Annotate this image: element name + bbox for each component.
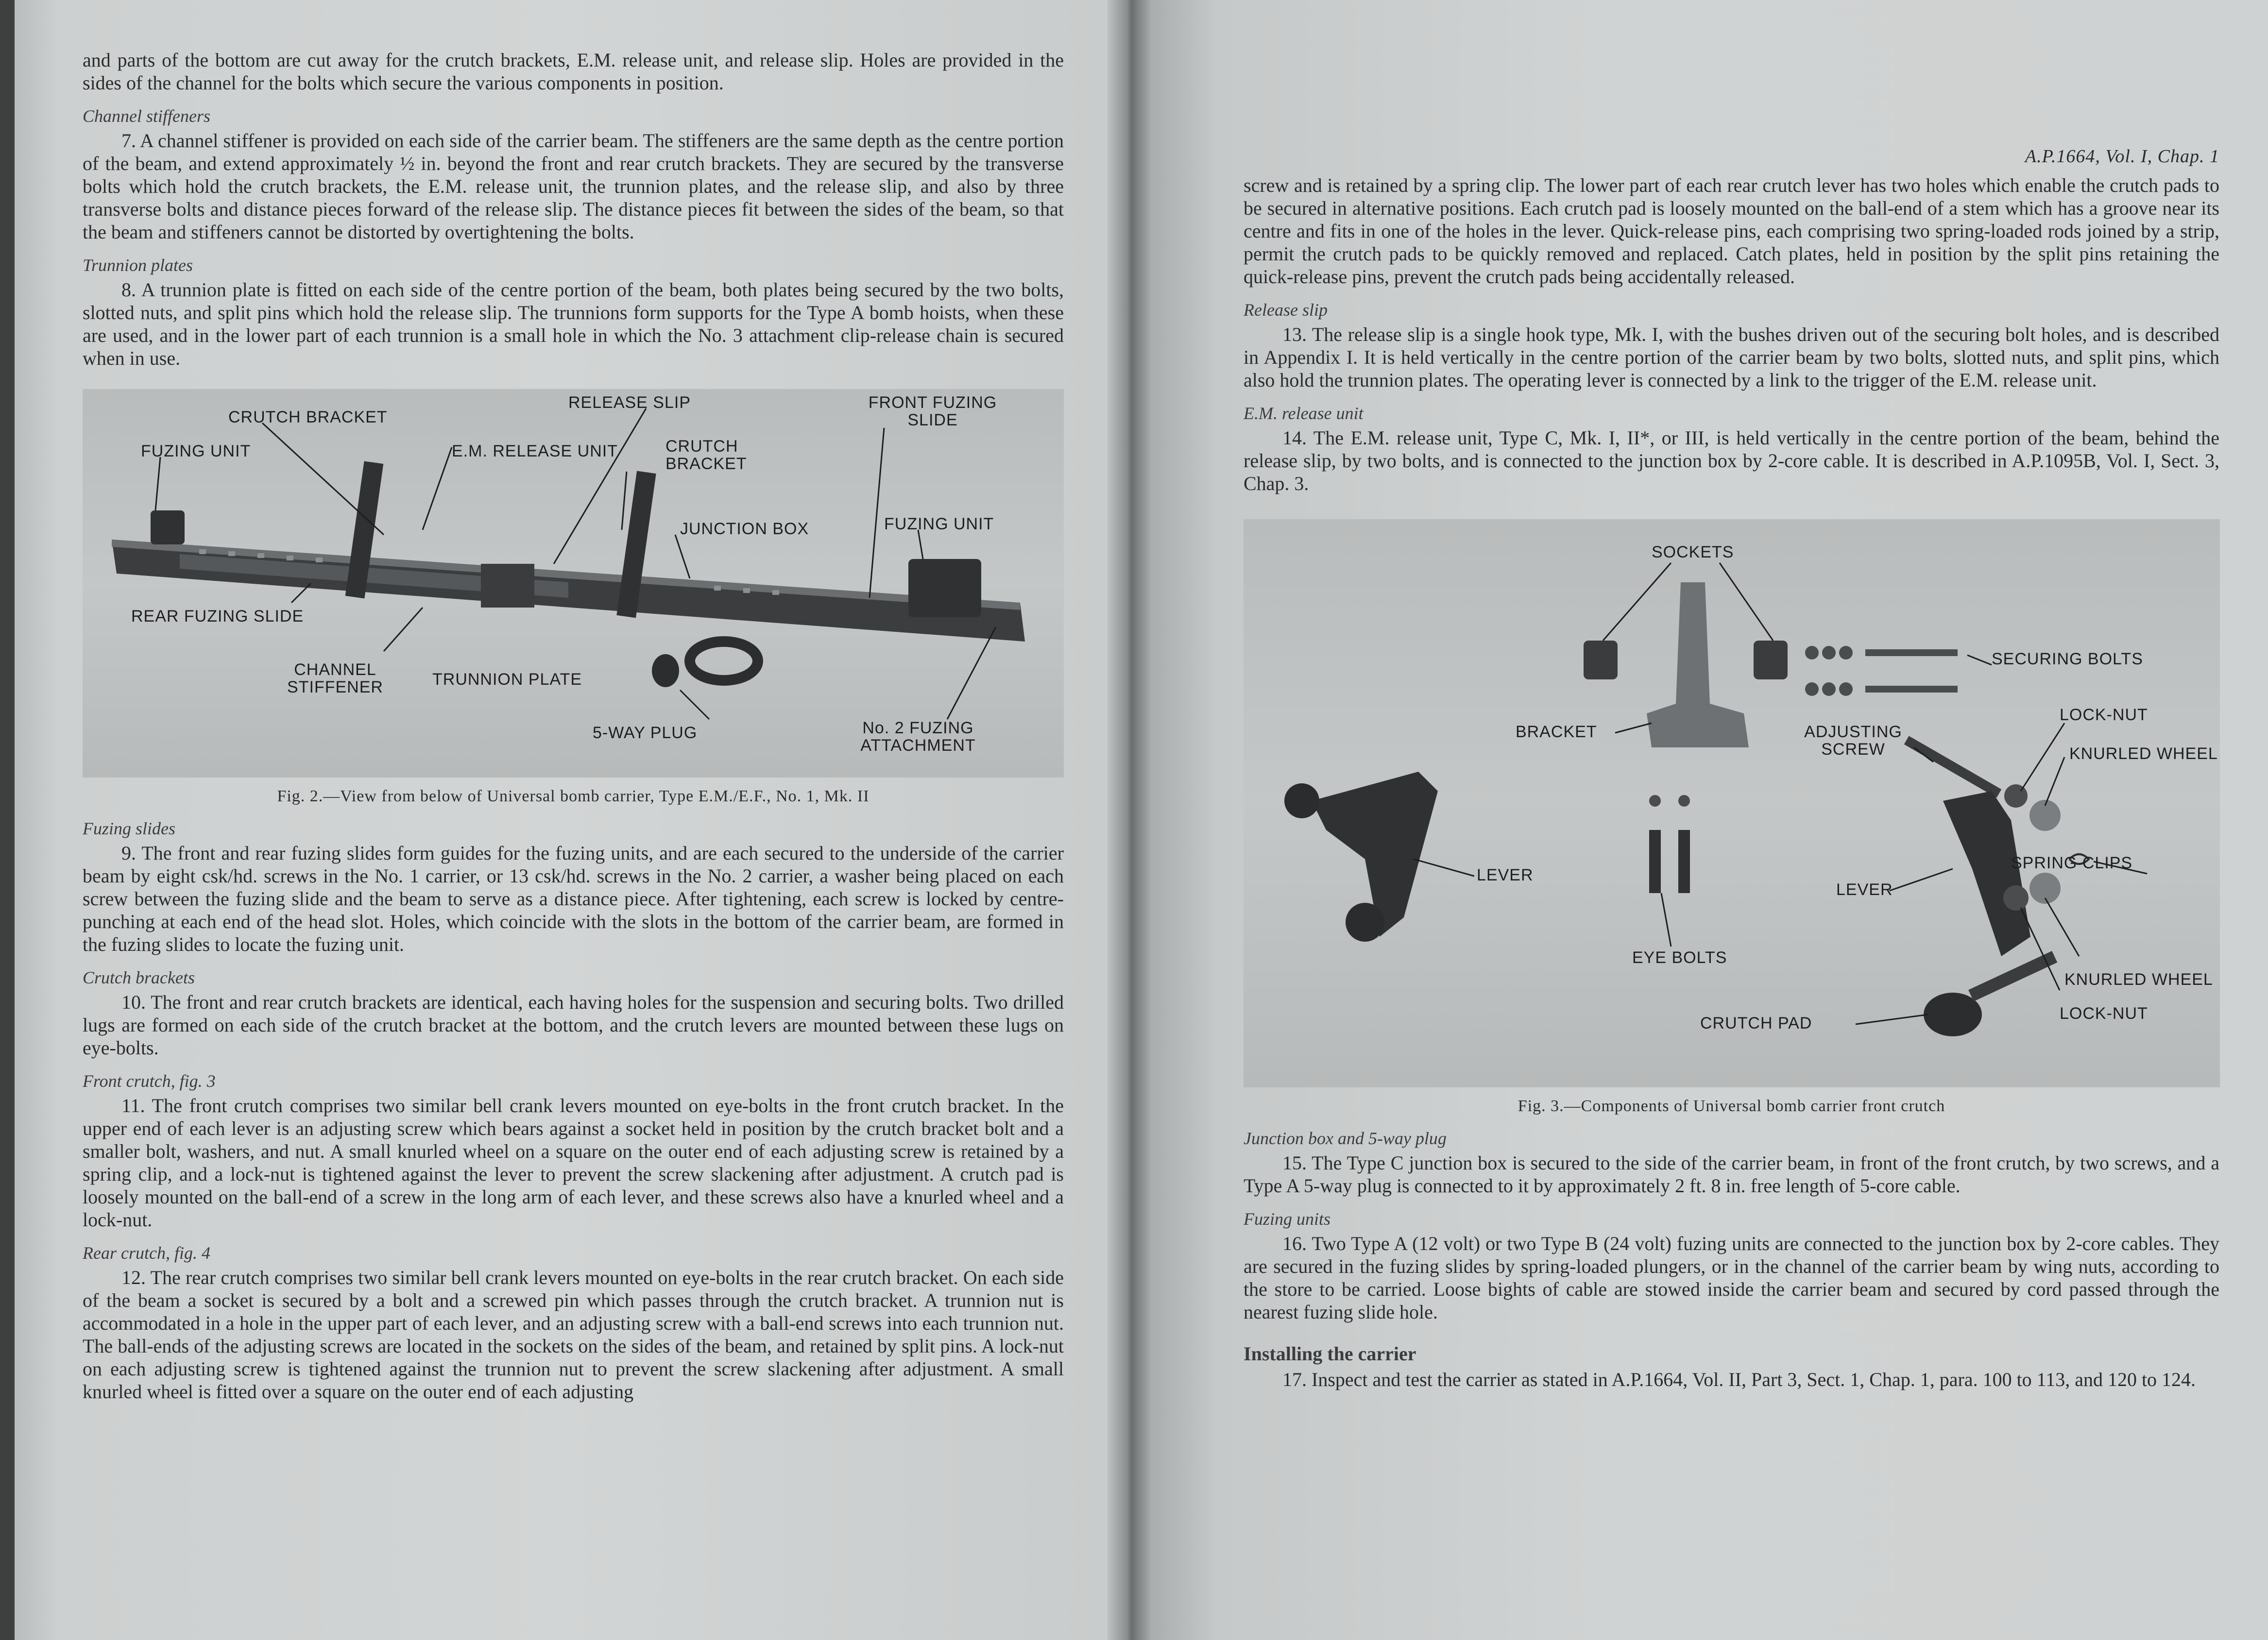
figure-3-caption: Fig. 3.—Components of Universal bomb carrier front crutch — [1518, 1097, 1945, 1115]
figure-2-bomb-carrier — [83, 389, 1064, 778]
section-paragraph: 12. The rear crutch comprises two similar bell crank levers mounted on eye-bolts in the rear crutch bracket. On each side of the beam a socket is secured by a bolt and a screwed pin which passes through the crutch bracket. A trunnion nut is accommodated in a hole in the upper part of each lever, and an adjusting screw with a ball-end screws into each trunnion nut. The ball-ends of the adjusting screws are located in the sockets on the sides of the beam, and retained by split pins. A lock-nut on each adjusting screw is tightened against the trunnion nut to prevent the screw slackening after adjustment. A small knurled wheel is fitted over a square on the outer end of each adjusting — [83, 1267, 1064, 1403]
background-edge — [0, 0, 15, 1640]
label-fuzing-unit-front: FUZING UNIT — [884, 515, 994, 533]
label-lock-nut-bottom: LOCK-NUT — [2060, 1004, 2148, 1023]
label-fuzing-unit-rear: FUZING UNIT — [141, 442, 251, 460]
label-bracket: BRACKET — [1516, 723, 1597, 741]
section-paragraph: 9. The front and rear fuzing slides form guides for the fuzing units, and are each secured to the underside of the carrier beam by eight csk/hd. screws in the No. 1 carrier, or 13 csk/hd. screws in the No. 2 carrier, a washer being placed on each screw between the fuzing slide and the beam to serve as a distance piece. After tightening, each screw is locked by centre-punching at each end of the head slot. Holes, which coincide with the slots in the bottom of the carrier beam, are formed in the fuzing slides to locate the fuzing unit. — [83, 842, 1064, 955]
label-crutch-bracket: CRUTCH BRACKET — [228, 408, 388, 426]
installing-paragraph: 17. Inspect and test the carrier as stated in A.P.1664, Vol. II, Part 3, Sect. 1, Chap. 1, para. 100 to 113, and 120 to 124. — [1282, 1369, 2196, 1390]
installing-heading: Installing the carrier — [1244, 1343, 1416, 1365]
section-paragraph: 10. The front and rear crutch brackets are identical, each having holes for the suspension and securing bolts. Two drilled lugs are formed on each side of the crutch bracket at the bottom, and the crutch levers are mounted between these lugs on eye-bolts. — [83, 991, 1064, 1059]
figure-3-front-crutch-components — [1244, 519, 2220, 1087]
section-heading: Crutch brackets — [83, 968, 195, 987]
label-front-fuzing-slide: FRONT FUZING SLIDE — [868, 393, 997, 429]
crutch-components-illustration — [1244, 519, 2220, 1087]
label-crutch-pad: CRUTCH PAD — [1700, 1014, 1812, 1032]
left-intro-text: and parts of the bottom are cut away for the crutch brackets, E.M. release unit, and release slip. Holes are provided in the sides of the channel for the bolts which secure the various components in position. — [83, 49, 1064, 94]
label-trunnion-plate: TRUNNION PLATE — [432, 670, 582, 689]
left-page — [15, 0, 1108, 1640]
label-knurled-wheel-top: KNURLED WHEEL — [2069, 744, 2218, 763]
section-heading: Junction box and 5-way plug — [1244, 1129, 1447, 1148]
label-spring-clips: SPRING CLIPS — [2011, 854, 2133, 872]
section-heading: Front crutch, fig. 3 — [83, 1071, 216, 1091]
label-rear-fuzing-slide: REAR FUZING SLIDE — [131, 607, 304, 626]
label-adjusting-screw: ADJUSTING SCREW — [1804, 723, 1902, 759]
figure-2-caption: Fig. 2.—View from below of Universal bomb carrier, Type E.M./E.F., No. 1, Mk. II — [277, 787, 870, 805]
section-heading: Rear crutch, fig. 4 — [83, 1243, 210, 1263]
label-em-release-unit: E.M. RELEASE UNIT — [452, 442, 618, 460]
right-intro-text: screw and is retained by a spring clip. The lower part of each rear crutch lever has two holes which enable the crutch pads to be secured in alternative positions. Each crutch pad is loosely mounted on the ball-end of a stem which has a groove near its centre and fits in one of the holes in the lever. Quick-release pins, each comprising two spring-loaded rods joined by a strip, permit the crutch pads to be quickly removed and replaced. Catch plates, held in position by the split pins retaining the quick-release pins, prevent the crutch pads being accidentally released. — [1244, 174, 2219, 287]
section-heading: E.M. release unit — [1244, 404, 1364, 423]
section-heading: Channel stiffeners — [83, 106, 210, 126]
label-release-slip: RELEASE SLIP — [568, 393, 691, 412]
label-crutch-bracket-front: CRUTCH BRACKET — [665, 437, 747, 473]
label-lock-nut-top: LOCK-NUT — [2060, 706, 2148, 724]
section-paragraph: 11. The front crutch comprises two similar bell crank levers mounted on eye-bolts in the front crutch bracket. In the upper end of each lever is an adjusting screw which bears against a socket held in position by the crutch bracket bolt and a smaller bolt, washers, and nut. A small knurled wheel on a square on the outer end of each adjusting screw is retained by a spring clip, and a lock-nut is tightened against the lever to prevent the screw slackening after adjustment. A crutch pad is loosely mounted on the ball-end of a screw in the long arm of each lever, and these screws also have a knurled wheel and a lock-nut. — [83, 1095, 1064, 1231]
section-heading: Trunnion plates — [83, 255, 193, 275]
label-knurled-wheel-bottom: KNURLED WHEEL — [2064, 970, 2213, 989]
section-heading: Fuzing units — [1244, 1209, 1331, 1229]
label-5-way-plug: 5-WAY PLUG — [593, 724, 698, 742]
section-paragraph: 14. The E.M. release unit, Type C, Mk. I, II*, or III, is held vertically in the centre portion of the beam, behind the release slip, by two bolts, and is connected to the junction box by 2-core cable. It is described in A.P.1095B, Vol. I, Sect. 3, Chap. 3. — [1244, 427, 2219, 494]
section-paragraph: 7. A channel stiffener is provided on each side of the carrier beam. The stiffeners are the same depth as the centre portion of the beam, and extend approximately ½ in. beyond the front and rear crutch brackets. They are secured by the transverse bolts which hold the crutch brackets, the E.M. release unit, the trunnion plates, and the release slip, and also by three transverse bolts and distance pieces forward of the release slip. The distance pieces fit between the sides of the beam, so that the beam and stiffeners cannot be distorted by overtightening the bolts. — [83, 130, 1064, 243]
label-lever-right: LEVER — [1836, 880, 1893, 899]
section-heading: Release slip — [1244, 300, 1328, 320]
label-no2-fuzing-attachment: No. 2 FUZING ATTACHMENT — [860, 719, 976, 755]
book-spine — [1108, 0, 1151, 1640]
running-head: A.P.1664, Vol. I, Chap. 1 — [2025, 146, 2219, 167]
label-sockets: SOCKETS — [1652, 543, 1734, 561]
label-junction-box: JUNCTION BOX — [680, 520, 809, 538]
label-securing-bolts: SECURING BOLTS — [1992, 650, 2143, 668]
section-paragraph: 16. Two Type A (12 volt) or two Type B (24 volt) fuzing units are connected to the junction box by 2-core cables. They are secured in the fuzing slides by spring-loaded plungers, or in the channel of the carrier beam by wing nuts, according to the store to be carried. Loose bights of cable are stowed inside the carrier beam and secured by cord passed through the nearest fuzing slide hole. — [1244, 1233, 2219, 1323]
label-eye-bolts: EYE BOLTS — [1632, 948, 1727, 967]
label-lever-left: LEVER — [1477, 866, 1534, 884]
section-paragraph: 13. The release slip is a single hook type, Mk. I, with the bushes driven out of the securing bolt holes, and is described in Appendix I. It is held vertically in the centre portion of the carrier beam by two bolts, slotted nuts, and split pins, which also hold the trunnion plates. The operating lever is connected by a link to the trigger of the E.M. release unit. — [1244, 323, 2219, 391]
section-heading: Fuzing slides — [83, 819, 176, 838]
section-paragraph: 15. The Type C junction box is secured to the side of the carrier beam, in front of the front crutch, by two screws, and a Type A 5-way plug is connected to it by approximately 2 ft. 8 in. free length of 5-core cable. — [1244, 1152, 2219, 1197]
label-channel-stiffener: CHANNEL STIFFENER — [287, 660, 383, 696]
section-paragraph: 8. A trunnion plate is fitted on each side of the centre portion of the beam, both plates being secured by the two bolts, slotted nuts, and split pins which hold the release slip. The trunnions form supports for the Type A bomb hoists, when these are used, and in the lower part of each trunnion is a small hole in which the No. 3 attachment clip-release chain is secured when in use. — [83, 279, 1064, 369]
right-page — [1151, 0, 2268, 1640]
